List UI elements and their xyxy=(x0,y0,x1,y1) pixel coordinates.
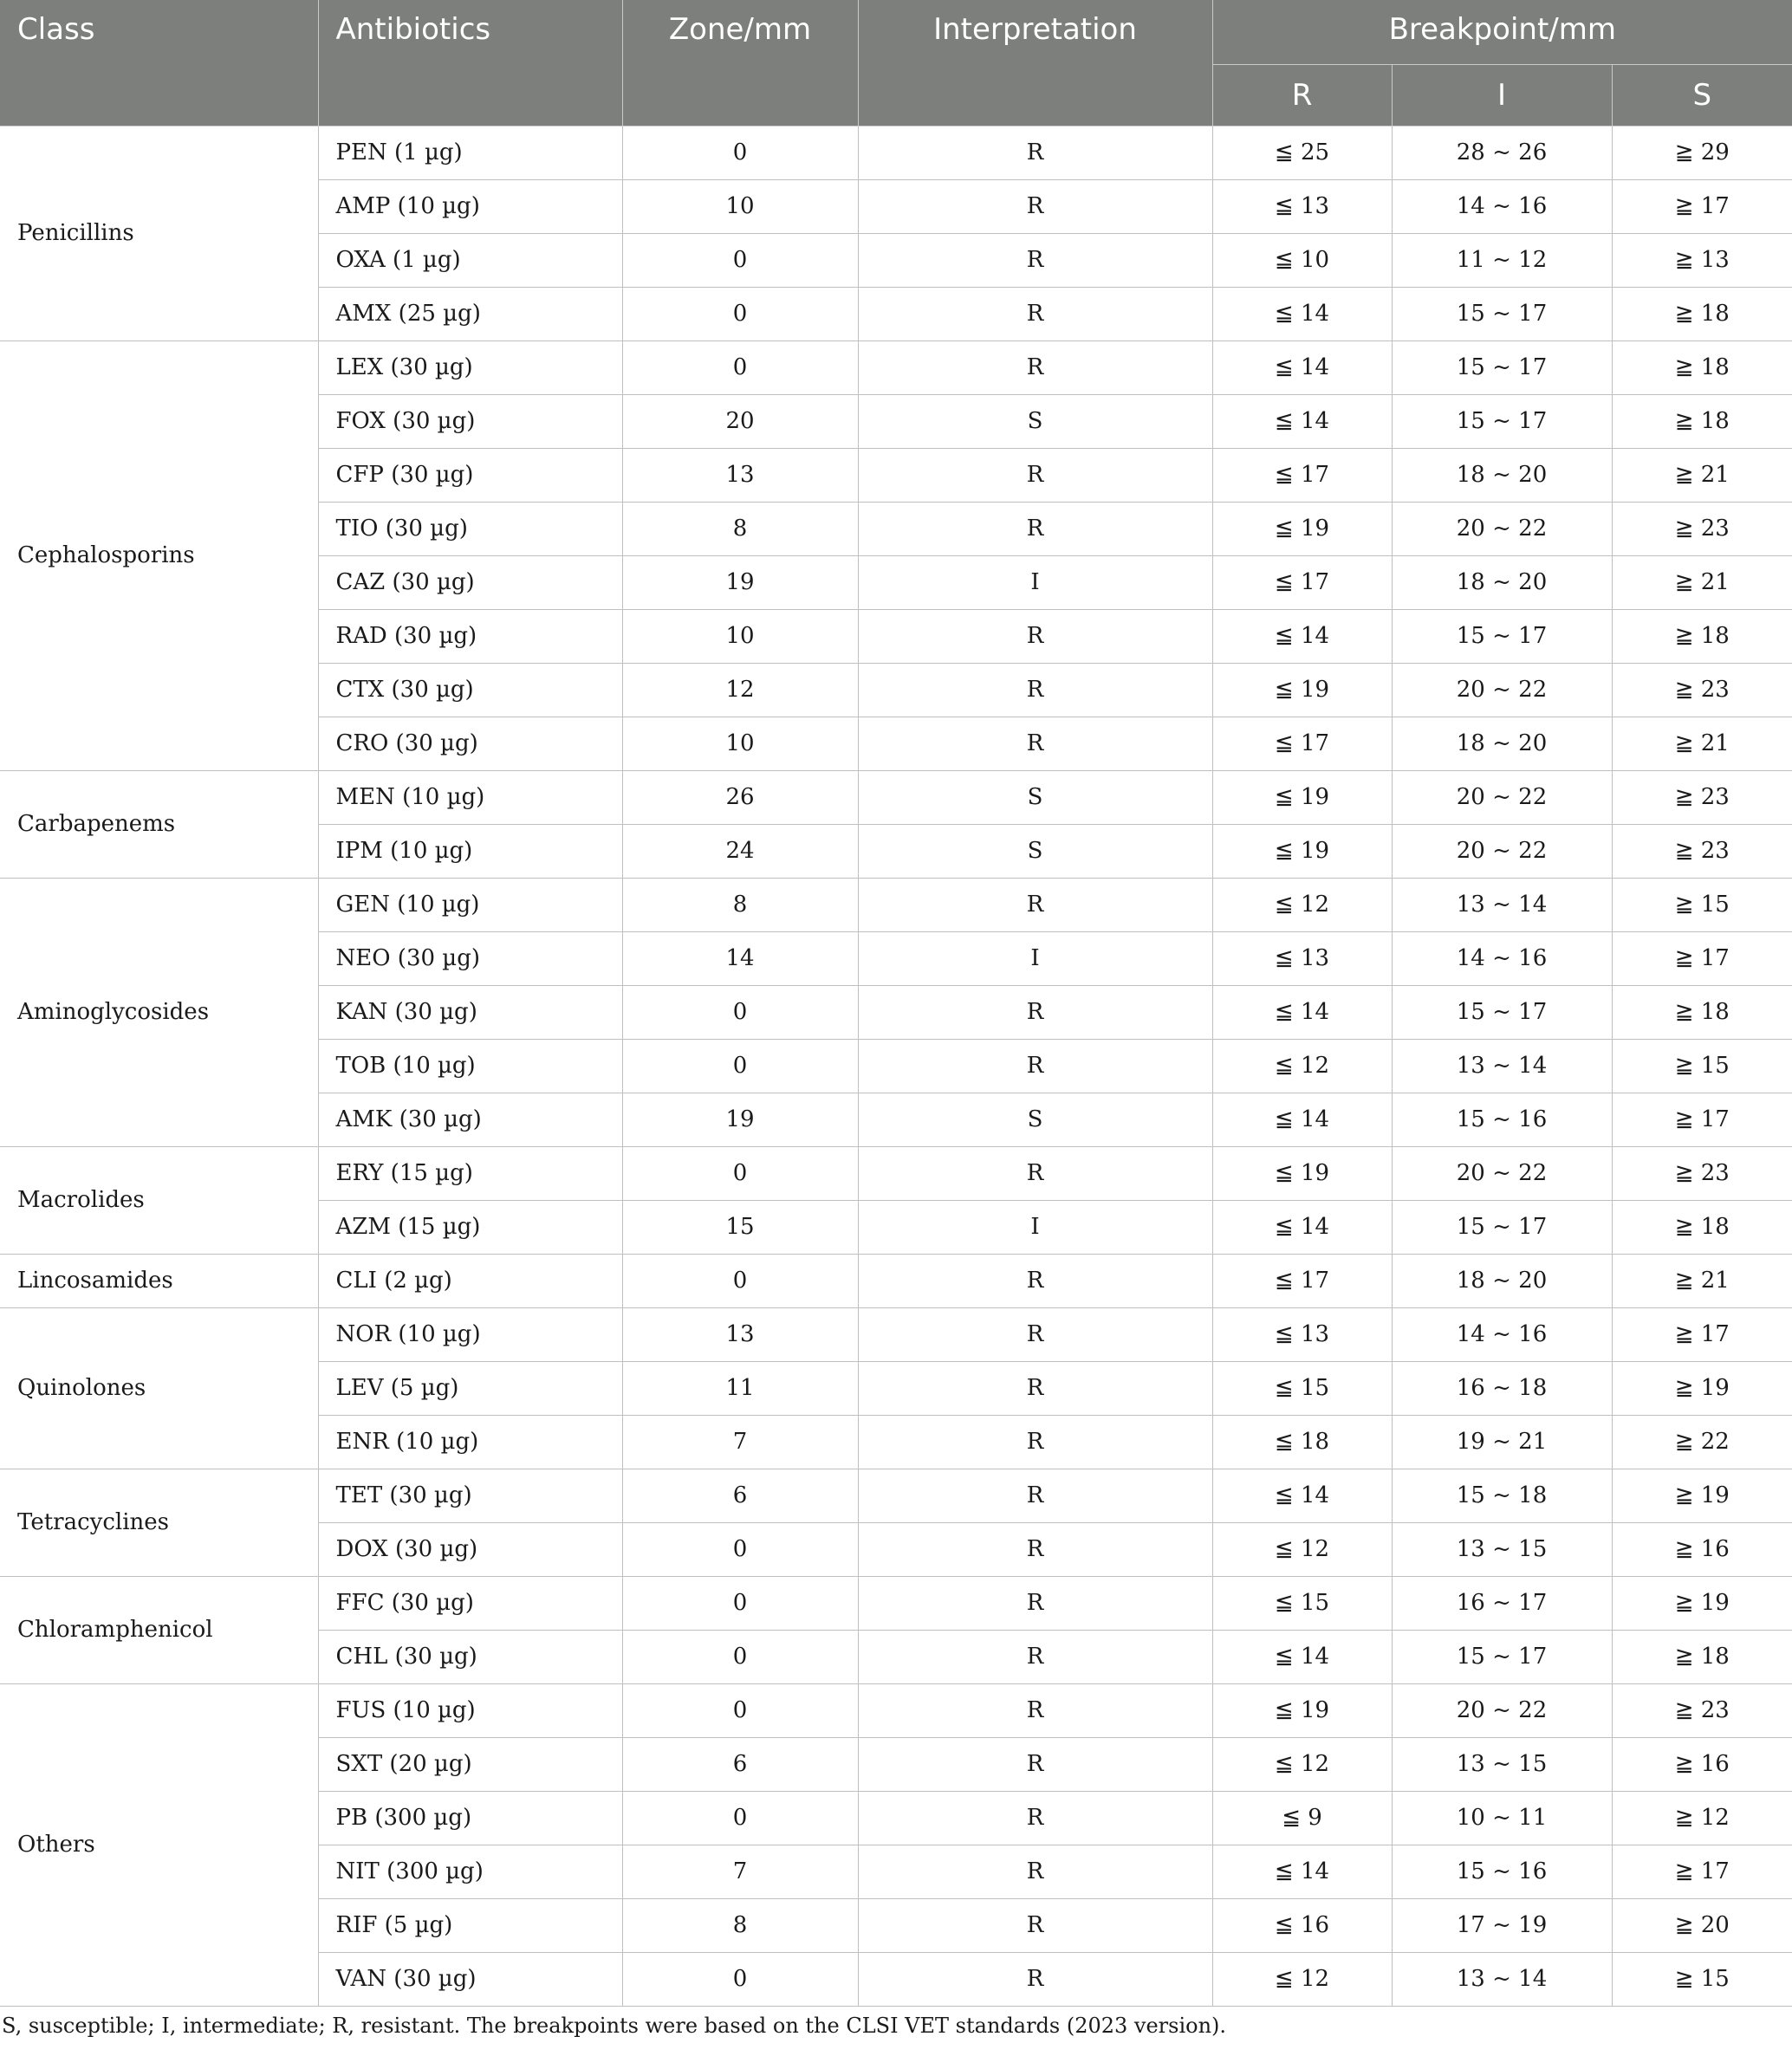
breakpoint-r-cell: ≦ 19 xyxy=(1212,663,1392,717)
interpretation-cell: I xyxy=(858,931,1212,985)
class-cell: Penicillins xyxy=(0,126,318,341)
zone-cell: 10 xyxy=(622,609,858,663)
header-antibiotics: Antibiotics xyxy=(318,0,622,126)
breakpoint-s-cell: ≧ 18 xyxy=(1612,1200,1792,1254)
zone-cell: 0 xyxy=(622,341,858,394)
breakpoint-s-cell: ≧ 16 xyxy=(1612,1522,1792,1576)
zone-cell: 10 xyxy=(622,717,858,770)
interpretation-cell: R xyxy=(858,1791,1212,1845)
breakpoint-i-cell: 16 ~ 17 xyxy=(1392,1576,1612,1630)
interpretation-cell: R xyxy=(858,179,1212,233)
breakpoint-i-cell: 18 ~ 20 xyxy=(1392,555,1612,609)
interpretation-cell: R xyxy=(858,126,1212,179)
breakpoint-i-cell: 15 ~ 17 xyxy=(1392,287,1612,341)
interpretation-cell: I xyxy=(858,555,1212,609)
breakpoint-r-cell: ≦ 12 xyxy=(1212,1737,1392,1791)
antibiotic-cell: PEN (1 µg) xyxy=(318,126,622,179)
antibiotic-cell: FFC (30 µg) xyxy=(318,1576,622,1630)
breakpoint-r-cell: ≦ 19 xyxy=(1212,1146,1392,1200)
header-class: Class xyxy=(0,0,318,126)
breakpoint-i-cell: 18 ~ 20 xyxy=(1392,717,1612,770)
interpretation-cell: R xyxy=(858,1039,1212,1093)
zone-cell: 24 xyxy=(622,824,858,878)
class-cell: Carbapenems xyxy=(0,770,318,878)
breakpoint-r-cell: ≦ 14 xyxy=(1212,341,1392,394)
zone-cell: 0 xyxy=(622,1039,858,1093)
antibiotic-cell: KAN (30 µg) xyxy=(318,985,622,1039)
antibiotic-cell: FUS (10 µg) xyxy=(318,1683,622,1737)
breakpoint-i-cell: 15 ~ 17 xyxy=(1392,341,1612,394)
table-footnote: S, susceptible; I, intermediate; R, resistant. The breakpoints were based on the CLSI VET standards (2023 version). xyxy=(2,2013,1227,2038)
zone-cell: 7 xyxy=(622,1845,858,1898)
breakpoint-i-cell: 13 ~ 15 xyxy=(1392,1737,1612,1791)
header-zone: Zone/mm xyxy=(622,0,858,126)
breakpoint-r-cell: ≦ 12 xyxy=(1212,1522,1392,1576)
breakpoint-r-cell: ≦ 14 xyxy=(1212,394,1392,448)
table-row xyxy=(0,1254,1792,1307)
breakpoint-r-cell: ≦ 17 xyxy=(1212,448,1392,502)
breakpoint-r-cell: ≦ 17 xyxy=(1212,717,1392,770)
zone-cell: 0 xyxy=(622,1254,858,1307)
class-cell: Aminoglycosides xyxy=(0,878,318,1146)
zone-cell: 8 xyxy=(622,1898,858,1952)
table-row xyxy=(0,1307,1792,1361)
interpretation-cell: S xyxy=(858,770,1212,824)
header-breakpoint-i: I xyxy=(1392,64,1612,126)
breakpoint-s-cell: ≧ 17 xyxy=(1612,931,1792,985)
breakpoint-r-cell: ≦ 9 xyxy=(1212,1791,1392,1845)
interpretation-cell: R xyxy=(858,1307,1212,1361)
breakpoint-r-cell: ≦ 14 xyxy=(1212,287,1392,341)
breakpoint-s-cell: ≧ 18 xyxy=(1612,341,1792,394)
zone-cell: 12 xyxy=(622,663,858,717)
breakpoint-s-cell: ≧ 21 xyxy=(1612,555,1792,609)
zone-cell: 8 xyxy=(622,878,858,931)
breakpoint-i-cell: 13 ~ 14 xyxy=(1392,1039,1612,1093)
antibiotic-cell: AMP (10 µg) xyxy=(318,179,622,233)
antibiotic-cell: OXA (1 µg) xyxy=(318,233,622,287)
breakpoint-s-cell: ≧ 15 xyxy=(1612,1039,1792,1093)
interpretation-cell: R xyxy=(858,1630,1212,1683)
interpretation-cell: R xyxy=(858,1415,1212,1469)
interpretation-cell: S xyxy=(858,1093,1212,1146)
interpretation-cell: R xyxy=(858,448,1212,502)
class-cell: Lincosamides xyxy=(0,1254,318,1307)
breakpoint-r-cell: ≦ 19 xyxy=(1212,502,1392,555)
interpretation-cell: R xyxy=(858,663,1212,717)
table-row xyxy=(0,341,1792,394)
interpretation-cell: R xyxy=(858,287,1212,341)
header-breakpoint-r: R xyxy=(1212,64,1392,126)
class-cell: Quinolones xyxy=(0,1307,318,1469)
zone-cell: 20 xyxy=(622,394,858,448)
breakpoint-i-cell: 11 ~ 12 xyxy=(1392,233,1612,287)
breakpoint-i-cell: 20 ~ 22 xyxy=(1392,502,1612,555)
breakpoint-r-cell: ≦ 19 xyxy=(1212,770,1392,824)
zone-cell: 19 xyxy=(622,1093,858,1146)
antibiotic-cell: MEN (10 µg) xyxy=(318,770,622,824)
interpretation-cell: R xyxy=(858,1952,1212,2006)
antibiotic-cell: VAN (30 µg) xyxy=(318,1952,622,2006)
interpretation-cell: R xyxy=(858,233,1212,287)
breakpoint-i-cell: 20 ~ 22 xyxy=(1392,824,1612,878)
antibiotic-cell: RIF (5 µg) xyxy=(318,1898,622,1952)
table-row xyxy=(0,1469,1792,1522)
antibiotic-cell: CTX (30 µg) xyxy=(318,663,622,717)
antibiotic-cell: IPM (10 µg) xyxy=(318,824,622,878)
interpretation-cell: R xyxy=(858,609,1212,663)
interpretation-cell: R xyxy=(858,341,1212,394)
zone-cell: 11 xyxy=(622,1361,858,1415)
breakpoint-s-cell: ≧ 18 xyxy=(1612,287,1792,341)
breakpoint-r-cell: ≦ 14 xyxy=(1212,985,1392,1039)
zone-cell: 0 xyxy=(622,1522,858,1576)
breakpoint-i-cell: 10 ~ 11 xyxy=(1392,1791,1612,1845)
breakpoint-r-cell: ≦ 15 xyxy=(1212,1576,1392,1630)
antibiotic-cell: AMX (25 µg) xyxy=(318,287,622,341)
interpretation-cell: R xyxy=(858,1576,1212,1630)
breakpoint-i-cell: 13 ~ 15 xyxy=(1392,1522,1612,1576)
zone-cell: 0 xyxy=(622,1630,858,1683)
zone-cell: 19 xyxy=(622,555,858,609)
table-row xyxy=(0,770,1792,824)
breakpoint-s-cell: ≧ 23 xyxy=(1612,1683,1792,1737)
breakpoint-i-cell: 15 ~ 18 xyxy=(1392,1469,1612,1522)
breakpoint-i-cell: 20 ~ 22 xyxy=(1392,770,1612,824)
zone-cell: 26 xyxy=(622,770,858,824)
table-header xyxy=(0,0,1792,126)
breakpoint-s-cell: ≧ 18 xyxy=(1612,609,1792,663)
breakpoint-s-cell: ≧ 17 xyxy=(1612,1307,1792,1361)
breakpoint-i-cell: 15 ~ 17 xyxy=(1392,394,1612,448)
antibiotic-cell: LEX (30 µg) xyxy=(318,341,622,394)
zone-cell: 15 xyxy=(622,1200,858,1254)
breakpoint-s-cell: ≧ 18 xyxy=(1612,394,1792,448)
antibiotic-cell: GEN (10 µg) xyxy=(318,878,622,931)
interpretation-cell: R xyxy=(858,1469,1212,1522)
antibiotic-cell: AMK (30 µg) xyxy=(318,1093,622,1146)
breakpoint-s-cell: ≧ 19 xyxy=(1612,1469,1792,1522)
zone-cell: 0 xyxy=(622,1683,858,1737)
interpretation-cell: R xyxy=(858,1254,1212,1307)
antibiotic-cell: TET (30 µg) xyxy=(318,1469,622,1522)
breakpoint-i-cell: 15 ~ 17 xyxy=(1392,1200,1612,1254)
breakpoint-s-cell: ≧ 19 xyxy=(1612,1361,1792,1415)
breakpoint-i-cell: 20 ~ 22 xyxy=(1392,1146,1612,1200)
interpretation-cell: R xyxy=(858,878,1212,931)
breakpoint-r-cell: ≦ 25 xyxy=(1212,126,1392,179)
zone-cell: 0 xyxy=(622,126,858,179)
antibiotic-cell: FOX (30 µg) xyxy=(318,394,622,448)
antibiotic-cell: ENR (10 µg) xyxy=(318,1415,622,1469)
breakpoint-s-cell: ≧ 12 xyxy=(1612,1791,1792,1845)
breakpoint-s-cell: ≧ 23 xyxy=(1612,502,1792,555)
antibiotic-cell: ERY (15 µg) xyxy=(318,1146,622,1200)
breakpoint-r-cell: ≦ 19 xyxy=(1212,824,1392,878)
breakpoint-i-cell: 14 ~ 16 xyxy=(1392,931,1612,985)
breakpoint-r-cell: ≦ 15 xyxy=(1212,1361,1392,1415)
breakpoint-s-cell: ≧ 17 xyxy=(1612,179,1792,233)
breakpoint-i-cell: 14 ~ 16 xyxy=(1392,179,1612,233)
antibiotic-cell: CRO (30 µg) xyxy=(318,717,622,770)
breakpoint-i-cell: 18 ~ 20 xyxy=(1392,448,1612,502)
zone-cell: 13 xyxy=(622,448,858,502)
breakpoint-s-cell: ≧ 23 xyxy=(1612,663,1792,717)
breakpoint-r-cell: ≦ 12 xyxy=(1212,1952,1392,2006)
interpretation-cell: R xyxy=(858,1737,1212,1791)
zone-cell: 6 xyxy=(622,1469,858,1522)
interpretation-cell: R xyxy=(858,985,1212,1039)
breakpoint-r-cell: ≦ 17 xyxy=(1212,555,1392,609)
breakpoint-r-cell: ≦ 12 xyxy=(1212,878,1392,931)
breakpoint-s-cell: ≧ 29 xyxy=(1612,126,1792,179)
zone-cell: 6 xyxy=(622,1737,858,1791)
breakpoint-i-cell: 13 ~ 14 xyxy=(1392,878,1612,931)
breakpoint-s-cell: ≧ 21 xyxy=(1612,448,1792,502)
breakpoint-s-cell: ≧ 19 xyxy=(1612,1576,1792,1630)
interpretation-cell: R xyxy=(858,1146,1212,1200)
zone-cell: 0 xyxy=(622,287,858,341)
breakpoint-r-cell: ≦ 14 xyxy=(1212,609,1392,663)
breakpoint-i-cell: 18 ~ 20 xyxy=(1392,1254,1612,1307)
header-interpretation: Interpretation xyxy=(858,0,1212,126)
antibiotic-cell: CLI (2 µg) xyxy=(318,1254,622,1307)
class-cell: Tetracyclines xyxy=(0,1469,318,1576)
breakpoint-s-cell: ≧ 13 xyxy=(1612,233,1792,287)
breakpoint-s-cell: ≧ 18 xyxy=(1612,985,1792,1039)
antibiotic-cell: TOB (10 µg) xyxy=(318,1039,622,1093)
table-row xyxy=(0,1146,1792,1200)
header-breakpoint-s: S xyxy=(1612,64,1792,126)
breakpoint-i-cell: 20 ~ 22 xyxy=(1392,663,1612,717)
interpretation-cell: R xyxy=(858,1361,1212,1415)
breakpoint-s-cell: ≧ 21 xyxy=(1612,717,1792,770)
breakpoint-r-cell: ≦ 14 xyxy=(1212,1630,1392,1683)
breakpoint-s-cell: ≧ 20 xyxy=(1612,1898,1792,1952)
breakpoint-i-cell: 20 ~ 22 xyxy=(1392,1683,1612,1737)
antibiotic-cell: AZM (15 µg) xyxy=(318,1200,622,1254)
zone-cell: 8 xyxy=(622,502,858,555)
breakpoint-r-cell: ≦ 10 xyxy=(1212,233,1392,287)
breakpoint-i-cell: 15 ~ 17 xyxy=(1392,609,1612,663)
interpretation-cell: I xyxy=(858,1200,1212,1254)
interpretation-cell: R xyxy=(858,1898,1212,1952)
breakpoint-r-cell: ≦ 12 xyxy=(1212,1039,1392,1093)
antibiotic-cell: LEV (5 µg) xyxy=(318,1361,622,1415)
breakpoint-s-cell: ≧ 17 xyxy=(1612,1845,1792,1898)
zone-cell: 7 xyxy=(622,1415,858,1469)
antibiotic-cell: NIT (300 µg) xyxy=(318,1845,622,1898)
breakpoint-r-cell: ≦ 17 xyxy=(1212,1254,1392,1307)
table-row xyxy=(0,126,1792,179)
antibiotic-cell: CHL (30 µg) xyxy=(318,1630,622,1683)
breakpoint-r-cell: ≦ 14 xyxy=(1212,1093,1392,1146)
table-body xyxy=(0,126,1792,2006)
interpretation-cell: R xyxy=(858,1522,1212,1576)
antibiotic-cell: DOX (30 µg) xyxy=(318,1522,622,1576)
zone-cell: 0 xyxy=(622,1576,858,1630)
class-cell: Macrolides xyxy=(0,1146,318,1254)
antibiotic-cell: NEO (30 µg) xyxy=(318,931,622,985)
breakpoint-r-cell: ≦ 14 xyxy=(1212,1845,1392,1898)
header-breakpoint: Breakpoint/mm xyxy=(1212,0,1792,64)
breakpoint-s-cell: ≧ 22 xyxy=(1612,1415,1792,1469)
table-row xyxy=(0,1576,1792,1630)
breakpoint-r-cell: ≦ 13 xyxy=(1212,931,1392,985)
breakpoint-i-cell: 16 ~ 18 xyxy=(1392,1361,1612,1415)
interpretation-cell: S xyxy=(858,394,1212,448)
breakpoint-r-cell: ≦ 18 xyxy=(1212,1415,1392,1469)
antibiotic-cell: PB (300 µg) xyxy=(318,1791,622,1845)
breakpoint-r-cell: ≦ 13 xyxy=(1212,179,1392,233)
zone-cell: 0 xyxy=(622,233,858,287)
zone-cell: 0 xyxy=(622,1952,858,2006)
class-cell: Chloramphenicol xyxy=(0,1576,318,1683)
interpretation-cell: R xyxy=(858,1845,1212,1898)
breakpoint-s-cell: ≧ 16 xyxy=(1612,1737,1792,1791)
class-cell: Cephalosporins xyxy=(0,341,318,770)
zone-cell: 14 xyxy=(622,931,858,985)
antibiotic-cell: CAZ (30 µg) xyxy=(318,555,622,609)
zone-cell: 13 xyxy=(622,1307,858,1361)
class-cell: Others xyxy=(0,1683,318,2006)
breakpoint-i-cell: 14 ~ 16 xyxy=(1392,1307,1612,1361)
breakpoint-r-cell: ≦ 16 xyxy=(1212,1898,1392,1952)
interpretation-cell: R xyxy=(858,717,1212,770)
breakpoint-s-cell: ≧ 15 xyxy=(1612,878,1792,931)
interpretation-cell: S xyxy=(858,824,1212,878)
breakpoint-s-cell: ≧ 23 xyxy=(1612,1146,1792,1200)
breakpoint-r-cell: ≦ 14 xyxy=(1212,1200,1392,1254)
breakpoint-i-cell: 17 ~ 19 xyxy=(1392,1898,1612,1952)
interpretation-cell: R xyxy=(858,1683,1212,1737)
breakpoint-i-cell: 28 ~ 26 xyxy=(1392,126,1612,179)
interpretation-cell: R xyxy=(858,502,1212,555)
antibiotic-cell: SXT (20 µg) xyxy=(318,1737,622,1791)
breakpoint-s-cell: ≧ 23 xyxy=(1612,770,1792,824)
breakpoint-r-cell: ≦ 13 xyxy=(1212,1307,1392,1361)
breakpoint-s-cell: ≧ 23 xyxy=(1612,824,1792,878)
antibiotic-cell: TIO (30 µg) xyxy=(318,502,622,555)
zone-cell: 0 xyxy=(622,1791,858,1845)
breakpoint-s-cell: ≧ 17 xyxy=(1612,1093,1792,1146)
breakpoint-i-cell: 15 ~ 16 xyxy=(1392,1093,1612,1146)
breakpoint-i-cell: 13 ~ 14 xyxy=(1392,1952,1612,2006)
breakpoint-r-cell: ≦ 19 xyxy=(1212,1683,1392,1737)
antibiotic-cell: CFP (30 µg) xyxy=(318,448,622,502)
breakpoint-i-cell: 15 ~ 17 xyxy=(1392,985,1612,1039)
table-row xyxy=(0,878,1792,931)
zone-cell: 0 xyxy=(622,1146,858,1200)
breakpoint-i-cell: 15 ~ 16 xyxy=(1392,1845,1612,1898)
antibiotic-cell: RAD (30 µg) xyxy=(318,609,622,663)
zone-cell: 0 xyxy=(622,985,858,1039)
breakpoint-s-cell: ≧ 18 xyxy=(1612,1630,1792,1683)
breakpoint-s-cell: ≧ 15 xyxy=(1612,1952,1792,2006)
breakpoint-i-cell: 19 ~ 21 xyxy=(1392,1415,1612,1469)
antibiotic-cell: NOR (10 µg) xyxy=(318,1307,622,1361)
breakpoint-s-cell: ≧ 21 xyxy=(1612,1254,1792,1307)
zone-cell: 10 xyxy=(622,179,858,233)
breakpoint-i-cell: 15 ~ 17 xyxy=(1392,1630,1612,1683)
table-row xyxy=(0,1683,1792,1737)
breakpoint-r-cell: ≦ 14 xyxy=(1212,1469,1392,1522)
